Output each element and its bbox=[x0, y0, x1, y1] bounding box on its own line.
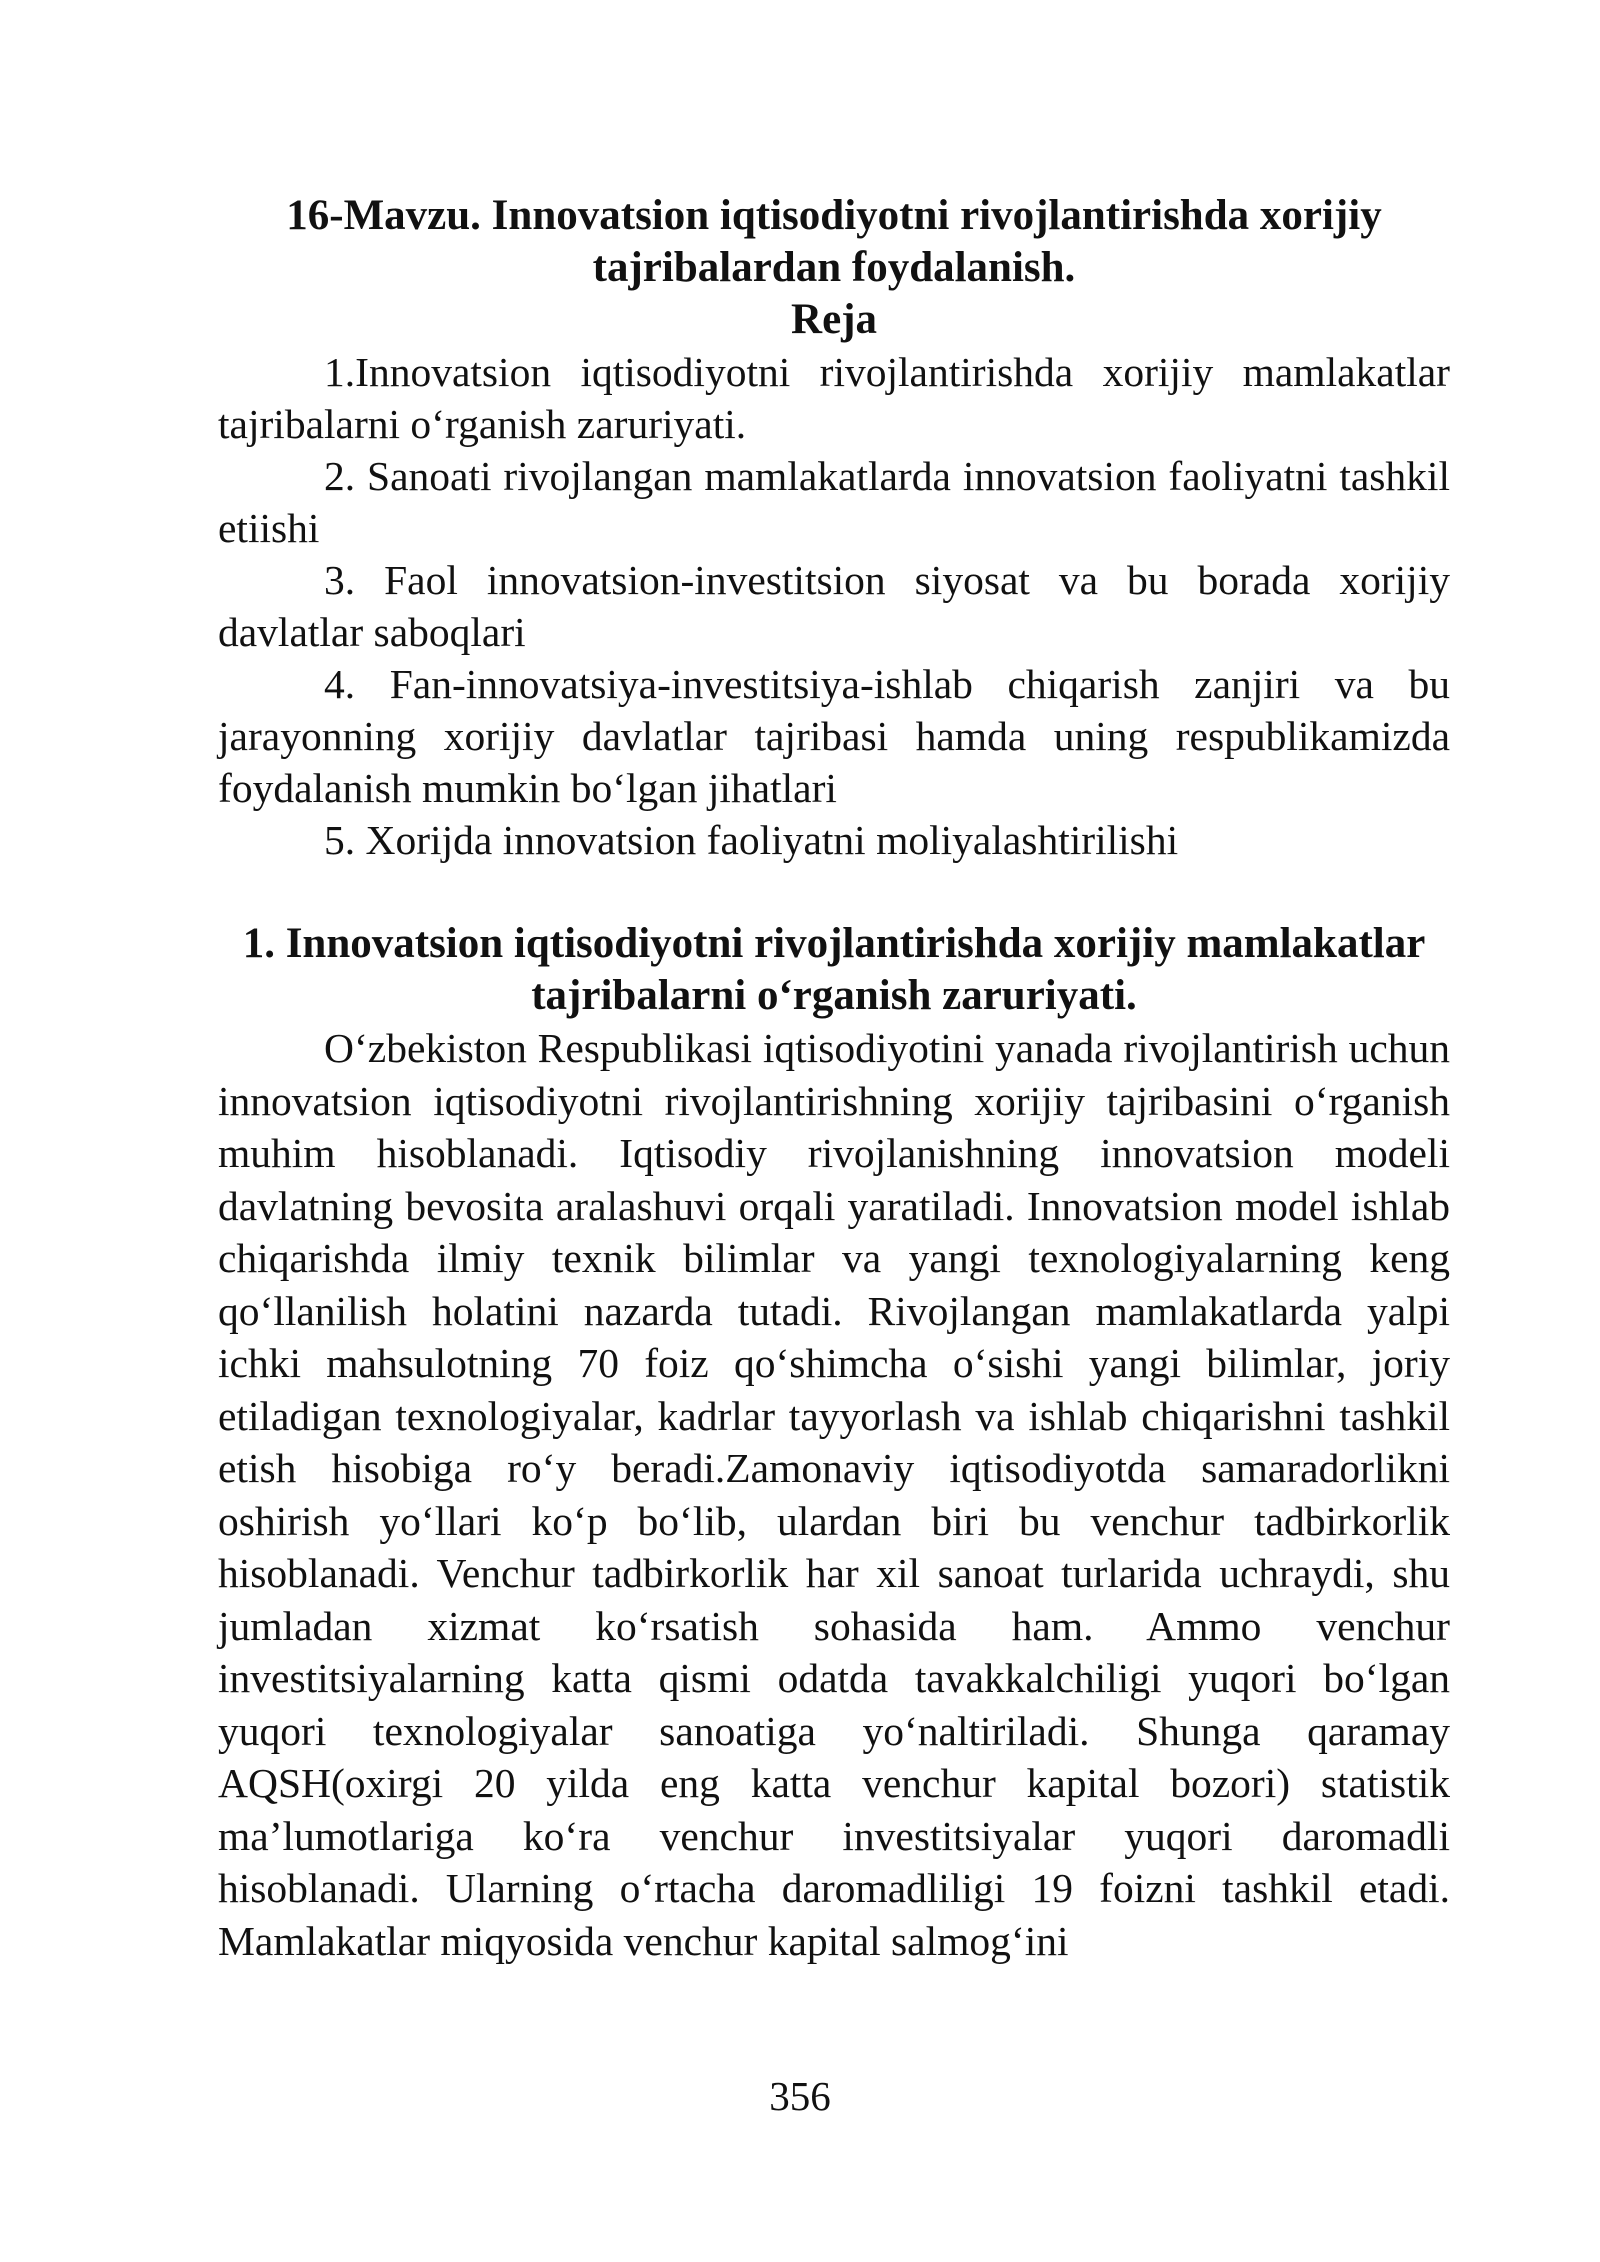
plan-item-5: 5. Xorijda innovatsion faoliyatni moliyalashtirilishi bbox=[324, 817, 1179, 863]
plan-list bbox=[218, 346, 1450, 866]
document-page bbox=[218, 190, 1450, 1967]
plan-item-1: 1.Innovatsion iqtisodiyotni rivojlantirishda xorijiy mamlakatlar tajribalarni o‘rganish zaruriyati. bbox=[218, 349, 1450, 447]
plan-item-2: 2. Sanoati rivojlangan mamlakatlarda innovatsion faoliyatni tashkil etiishi bbox=[218, 453, 1450, 551]
plan-item-3: 3. Faol innovatsion-investitsion siyosat va bu borada xorijiy davlatlar saboqlari bbox=[218, 557, 1450, 655]
topic-title: 16-Mavzu. Innovatsion iqtisodiyotni rivojlantirishda xorijiy tajribalardan foydalanish. bbox=[286, 192, 1382, 291]
plan-heading: Reja bbox=[791, 296, 877, 343]
plan-item-4: 4. Fan-innovatsiya-investitsiya-ishlab chiqarish zanjiri va bu jarayonning xorijiy davlatlar tajribasi hamda uning respublikamizda foydalanish mumkin bo‘lgan jihatlari bbox=[218, 661, 1450, 811]
section-1-title: 1. Innovatsion iqtisodiyotni rivojlantirishda xorijiy mamlakatlar tajribalarni o‘rganish zaruriyati. bbox=[242, 920, 1426, 1019]
page-number: 356 bbox=[769, 2073, 831, 2119]
section-1-body: O‘zbekiston Respublikasi iqtisodiyotini yanada rivojlantirish uchun innovatsion iqtisodiyotni rivojlantirishning xorijiy tajribasini o‘rganish muhim hisoblanadi. Iqtisodiy rivojlanishning innovatsion modeli davlatning bevosita aralashuvi orqali yaratiladi. Innovatsion model ishlab chiqarishda ilmiy texnik bilimlar va yangi texnologiyalarning keng qo‘llanilish holatini nazarda tutadi. Rivojlangan mamlakatlarda yalpi ichki mahsulotning 70 foiz qo‘shimcha o‘sishi yangi bilimlar, joriy etiladigan texnologiyalar, kadrlar tayyorlash va ishlab chiqarishni tashkil etish hisobiga ro‘y beradi.Zamonaviy iqtisodiyotda samaradorlikni oshirish yo‘llari ko‘p bo‘lib, ulardan biri bu venchur tadbirkorlik hisoblanadi. Venchur tadbirkorlik har xil sanoat turlarida uchraydi, shu jumladan xizmat ko‘rsatish sohasida ham. Ammo venchur investitsiyalarning katta qismi odatda tavakkalchiligi yuqori bo‘lgan yuqori texnologiyalar sanoatiga yo‘naltiriladi. Shunga qaramay AQSH(oxirgi 20 yilda eng katta venchur kapital bozori) statistik ma’lumotlariga ko‘ra venchur investitsiyalar yuqori daromadli hisoblanadi. Ularning o‘rtacha daromadliligi 19 foizni tashkil etadi. Mamlakatlar miqyosida venchur kapital salmog‘ini bbox=[218, 1025, 1450, 1964]
